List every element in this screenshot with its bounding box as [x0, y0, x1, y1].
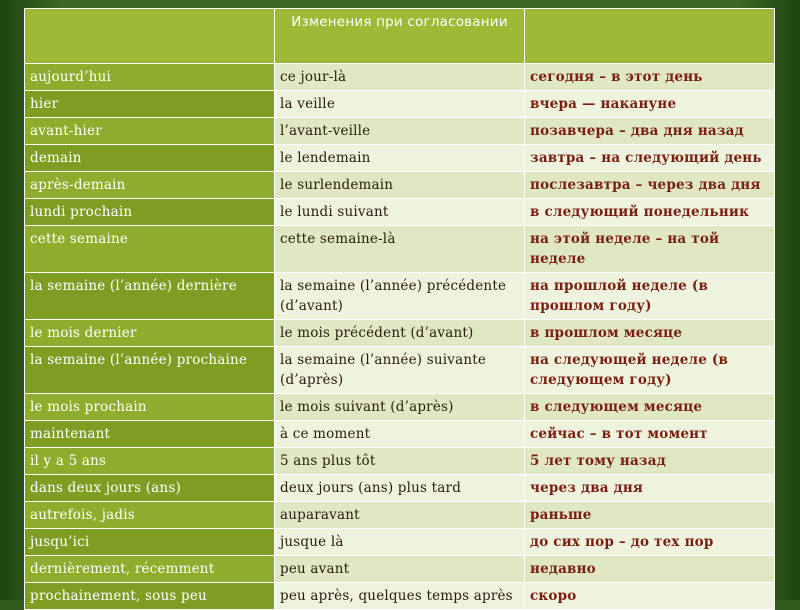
original-cell: hier	[25, 91, 275, 118]
original-cell: demain	[25, 145, 275, 172]
original-cell: prochainement, sous peu	[25, 583, 275, 610]
original-cell: le mois dernier	[25, 320, 275, 347]
changed-cell: le mois précédent (d’avant)	[275, 320, 525, 347]
table-row	[25, 64, 775, 91]
table-row	[25, 347, 775, 394]
table-row	[25, 199, 775, 226]
translation-cell: до сих пор – до тех пор	[525, 529, 775, 556]
changed-cell: auparavant	[275, 502, 525, 529]
translation-cell: на прошлой неделе (в прошлом году)	[525, 273, 775, 320]
translation-cell: скоро	[525, 583, 775, 610]
translation-cell: на этой неделе – на той неделе	[525, 226, 775, 273]
translation-cell: в следующий понедельник	[525, 199, 775, 226]
changed-cell: la semaine (l’année) précédente (d’avant)	[275, 273, 525, 320]
table-row	[25, 226, 775, 273]
translation-cell: в следующем месяце	[525, 394, 775, 421]
translation-cell: раньше	[525, 502, 775, 529]
table-row	[25, 172, 775, 199]
changed-cell: cette semaine-là	[275, 226, 525, 273]
changed-cell: ce jour-là	[275, 64, 525, 91]
changed-cell: la semaine (l’année) suivante (d’après)	[275, 347, 525, 394]
header-row	[25, 9, 775, 64]
changed-cell: peu avant	[275, 556, 525, 583]
original-cell: le mois prochain	[25, 394, 275, 421]
header-cell-original	[25, 9, 275, 64]
changed-cell: la veille	[275, 91, 525, 118]
original-cell: maintenant	[25, 421, 275, 448]
original-cell: il y a 5 ans	[25, 448, 275, 475]
vocabulary-table	[24, 8, 775, 610]
original-cell: dernièrement, récemment	[25, 556, 275, 583]
translation-cell: послезавтра – через два дня	[525, 172, 775, 199]
translation-cell: сегодня – в этот день	[525, 64, 775, 91]
table-row	[25, 421, 775, 448]
original-cell: aujourd’hui	[25, 64, 275, 91]
table-row	[25, 91, 775, 118]
table-row	[25, 145, 775, 172]
original-cell: autrefois, jadis	[25, 502, 275, 529]
original-cell: après-demain	[25, 172, 275, 199]
original-cell: la semaine (l’année) prochaine	[25, 347, 275, 394]
table-row	[25, 583, 775, 610]
translation-cell: в прошлом месяце	[525, 320, 775, 347]
original-cell: avant-hier	[25, 118, 275, 145]
translation-cell: вчера — накануне	[525, 91, 775, 118]
table-row	[25, 529, 775, 556]
changed-cell: le lendemain	[275, 145, 525, 172]
translation-cell: 5 лет тому назад	[525, 448, 775, 475]
table-row	[25, 448, 775, 475]
translation-cell: сейчас – в тот момент	[525, 421, 775, 448]
changed-cell: le lundi suivant	[275, 199, 525, 226]
changed-cell: jusque là	[275, 529, 525, 556]
translation-cell: позавчера – два дня назад	[525, 118, 775, 145]
original-cell: cette semaine	[25, 226, 275, 273]
changed-cell: 5 ans plus tôt	[275, 448, 525, 475]
table-row	[25, 320, 775, 347]
header-cell-changes: Изменения при согласовании	[275, 9, 525, 64]
original-cell: jusqu’ici	[25, 529, 275, 556]
table-row	[25, 475, 775, 502]
changed-cell: le mois suivant (d’après)	[275, 394, 525, 421]
translation-cell: через два дня	[525, 475, 775, 502]
table-row	[25, 273, 775, 320]
table-row	[25, 118, 775, 145]
changed-cell: à ce moment	[275, 421, 525, 448]
original-cell: lundi prochain	[25, 199, 275, 226]
changed-cell: l’avant-veille	[275, 118, 525, 145]
table-body	[25, 64, 775, 610]
original-cell: dans deux jours (ans)	[25, 475, 275, 502]
changed-cell: deux jours (ans) plus tard	[275, 475, 525, 502]
table-row	[25, 556, 775, 583]
translation-cell: завтра – на следующий день	[525, 145, 775, 172]
table-row	[25, 394, 775, 421]
header-cell-translation	[525, 9, 775, 64]
changed-cell: le surlendemain	[275, 172, 525, 199]
translation-cell: недавно	[525, 556, 775, 583]
translation-cell: на следующей неделе (в следующем году)	[525, 347, 775, 394]
original-cell: la semaine (l’année) dernière	[25, 273, 275, 320]
changed-cell: peu après, quelques temps après	[275, 583, 525, 610]
table-row	[25, 502, 775, 529]
